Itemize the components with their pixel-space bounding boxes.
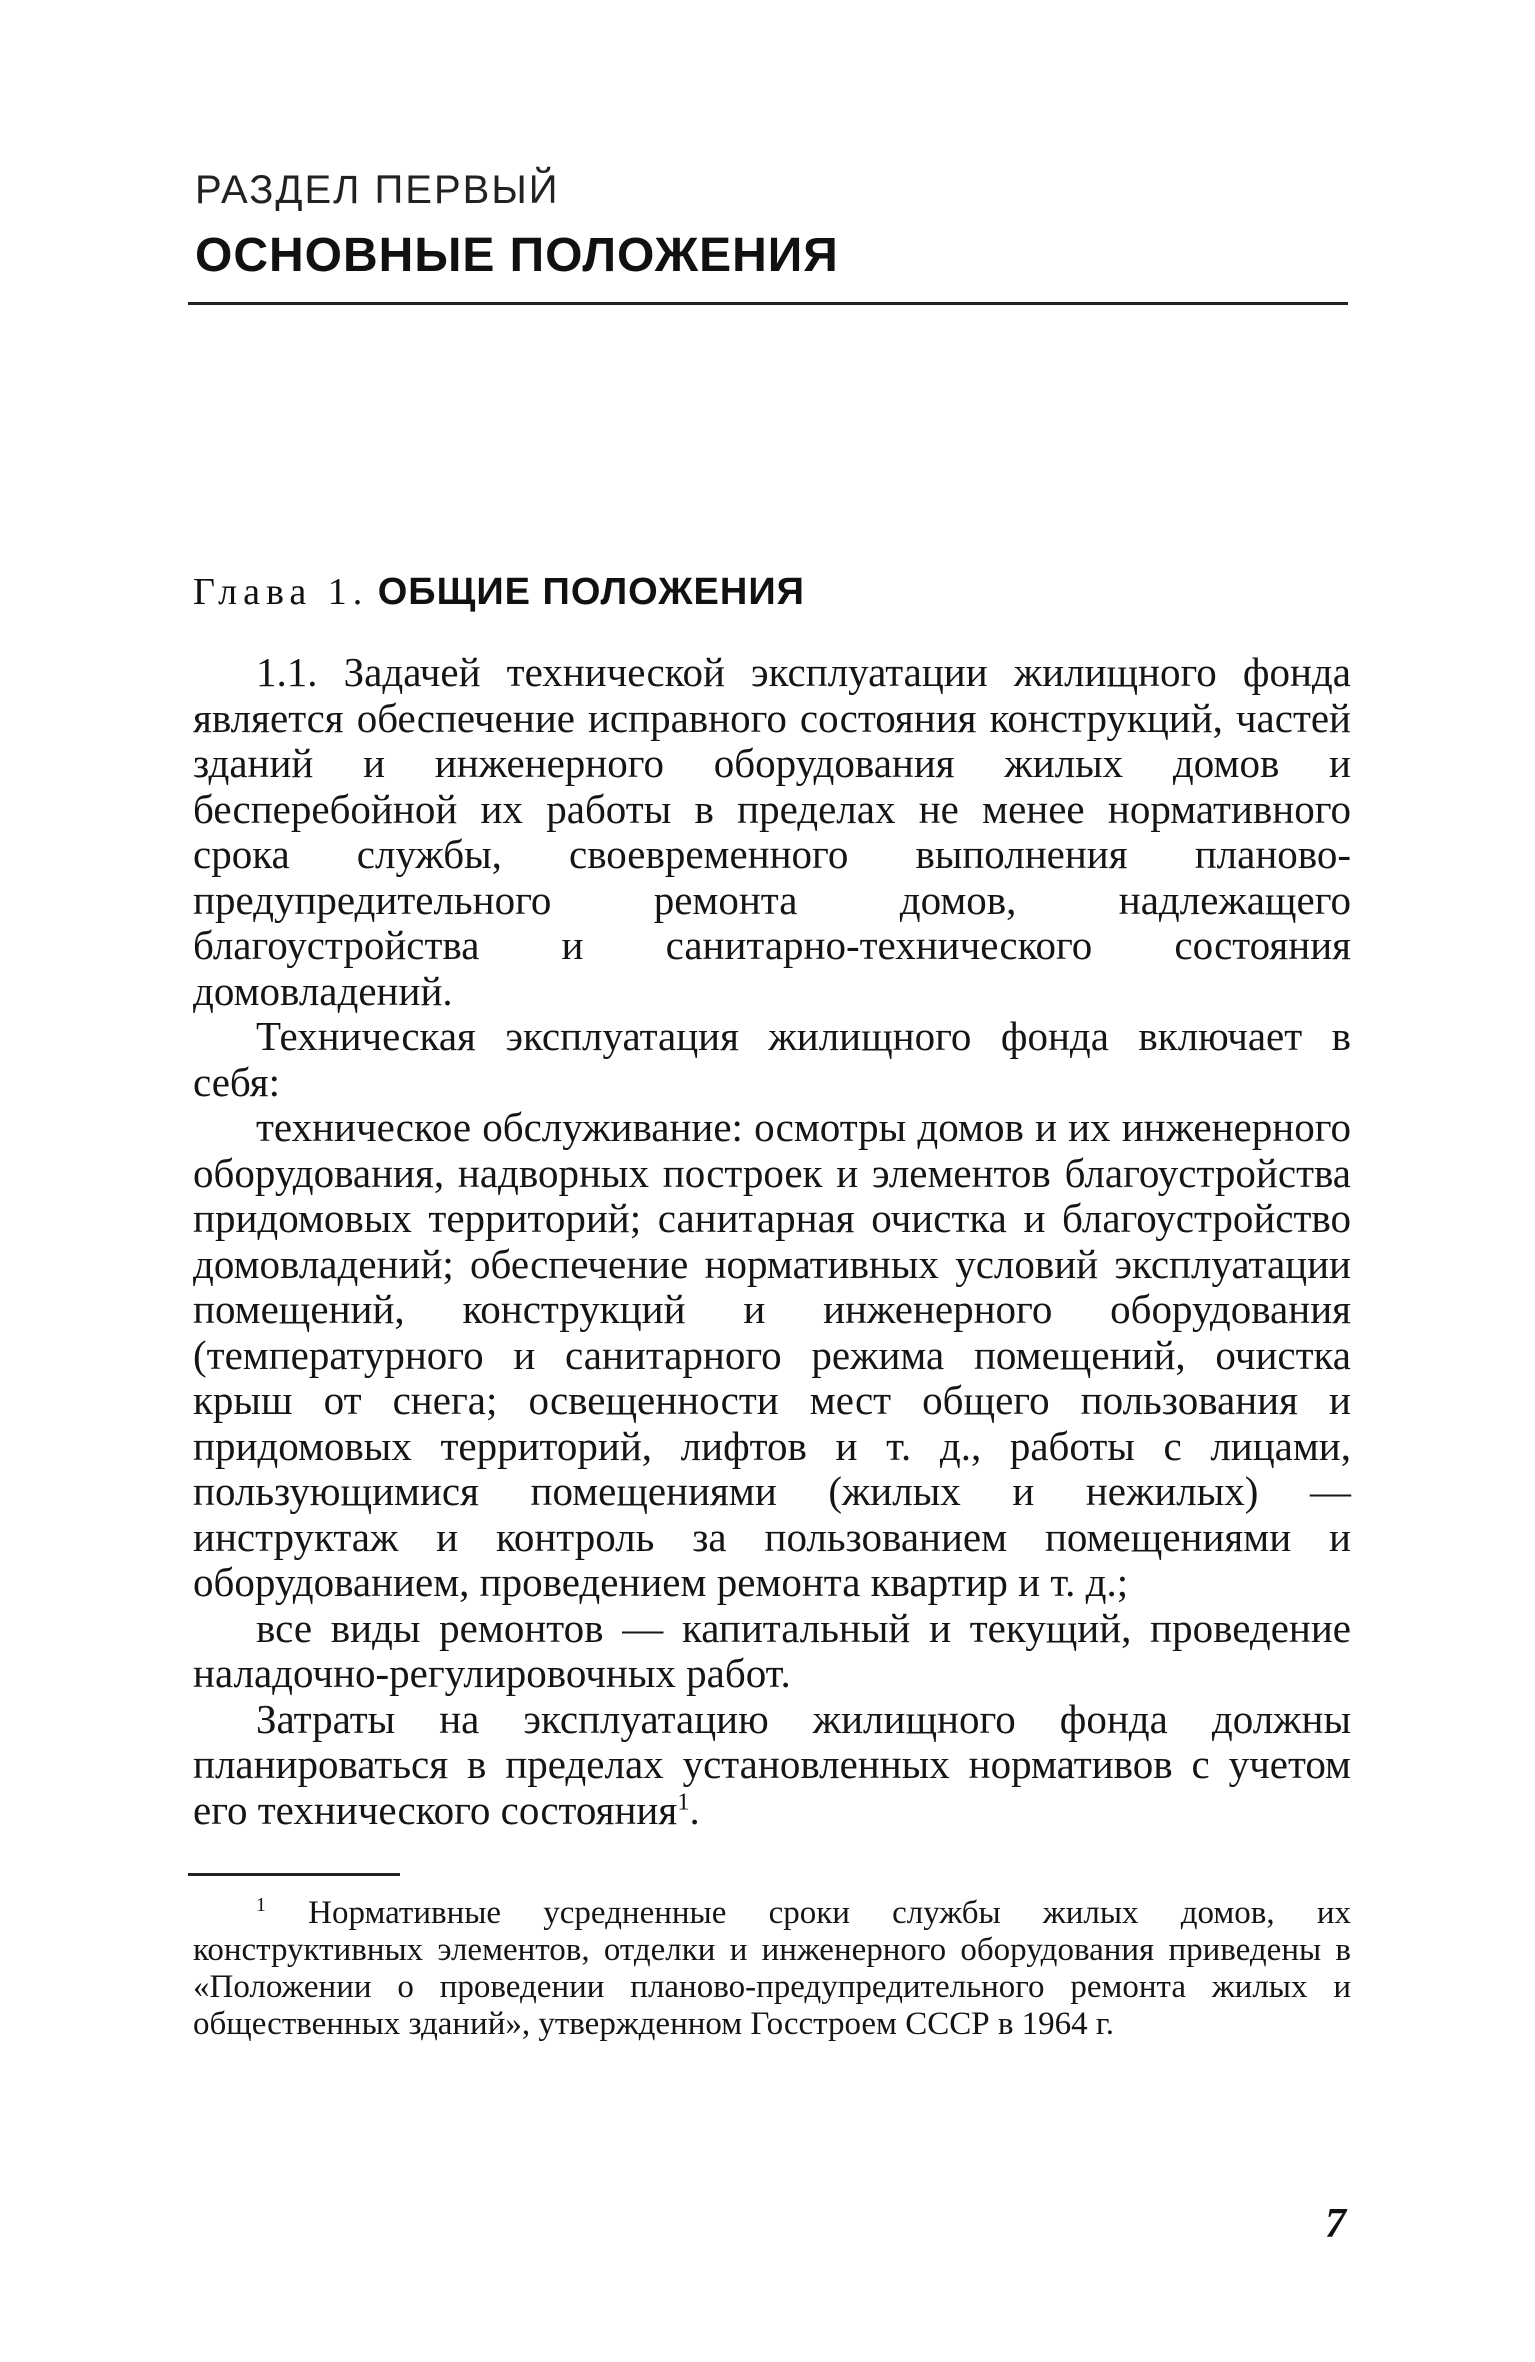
chapter-name: ОБЩИЕ ПОЛОЖЕНИЯ (377, 571, 805, 613)
paragraph-includes: Техническая эксплуатация жилищного фонда включает в себя: (193, 1013, 1351, 1105)
body-text (193, 650, 1351, 1833)
paragraph-1-1: 1.1. Задачей технической эксплуатации жилищного фонда является обеспечение исправного состояния конструкций, частей зданий и инженерного оборудования жилых домов и бесперебойной их работы в пределах не менее нормативного срока службы, своевременного выполнения планово-предупредительного ремонта домов, надлежащего благоустройства и санитарно-технического состояния домовладений. (193, 649, 1351, 1014)
title-divider (188, 302, 1348, 305)
footnote (193, 1895, 1351, 2043)
chapter-prefix: Глава 1. (193, 571, 369, 613)
paragraph-maintenance: техническое обслуживание: осмотры домов и их инженерного оборудования, надворных построек и элементов благоустройства придомовых территорий; санитарная очистка и благоустройство домовладений; обеспечение нормативных условий эксплуатации помещений, конструкций и инженерного оборудования (температурного и санитарного режима помещений, очистка крыш от снега; освещенности мест общего пользования и придомовых территорий, лифтов и т. д., работы с лицами, пользующимися помещениями (жилых и нежилых) — инструктаж и контроль за пользованием помещениями и оборудованием, проведением ремонта квартир и т. д.; (193, 1104, 1351, 1605)
paragraph-repairs: все виды ремонтов — капитальный и текущий, проведение наладочно-регулировочных работ. (193, 1604, 1351, 1696)
footnote-text: Нормативные усредненные сроки службы жилых домов, их конструктивных элементов, отделки и инженерного оборудования приведены в «Положении о проведении планово-предупредительного ремонта жилых и общественных зданий», утвержденном Госстроем СССР в 1964 г. (193, 1895, 1351, 2042)
footnote-paragraph (193, 1895, 1351, 2043)
footnote-divider (188, 1873, 400, 1876)
footnote-reference: 1 (677, 1787, 690, 1815)
page-number: 7 (1325, 2201, 1346, 2247)
paragraph-costs-end: . (689, 1786, 700, 1833)
paragraph-costs-text: Затраты на эксплуатацию жилищного фонда должны планироваться в пределах установленных нормативов с учетом его технического состояния (193, 1695, 1351, 1833)
section-label: РАЗДЕЛ ПЕРВЫЙ (195, 168, 560, 212)
section-title: ОСНОВНЫЕ ПОЛОЖЕНИЯ (195, 229, 839, 282)
footnote-marker: 1 (256, 1894, 266, 1916)
chapter-heading (193, 570, 805, 614)
paragraph-costs (193, 1697, 1351, 1834)
